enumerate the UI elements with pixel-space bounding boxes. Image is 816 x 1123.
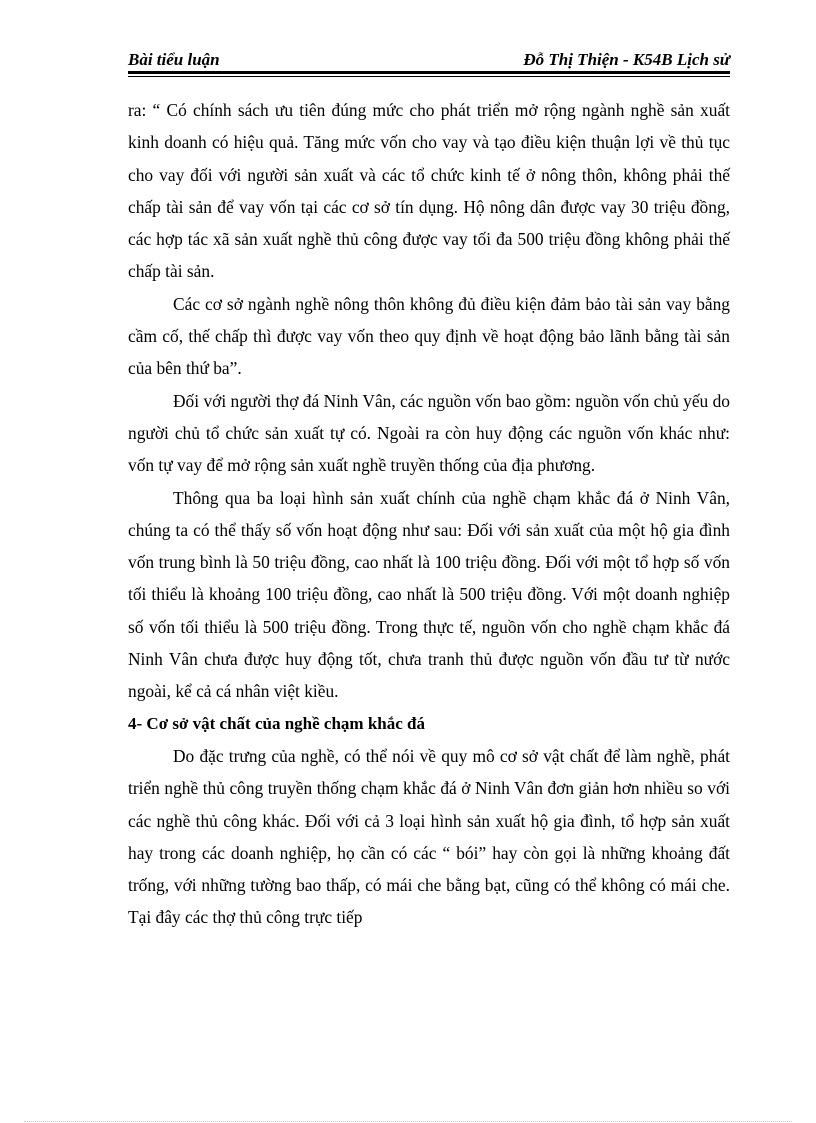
section-paragraph: Do đặc trưng của nghề, có thể nói về quy mô cơ sở vật chất để làm nghề, phát triển nghề thủ công truyền thống chạm khắc đá ở Ninh Vân đơn giản hơn nhiều so với các nghề thủ công khác. Đối với cả 3 loại hình sản xuất hộ gia đình, tổ hợp sản xuất hay trong các doanh nghiệp, họ cần có các “ bói” hay còn gọi là những khoảng đất trống, với những tường bao thấp, có mái che bằng bạt, cũng có thể không có mái che. Tại đây các thợ thủ công trực tiếp	[128, 745, 730, 928]
paragraph-1: ra: “ Có chính sách ưu tiên đúng mức cho phát triển mở rộng ngành nghề sản xuất kinh doanh có hiệu quả. Tăng mức vốn cho vay và tạo điều kiện thuận lợi về thủ tục cho vay đối với người sản xuất và các tổ chức kinh tế ở nông thôn, không phải thế chấp tài sản để vay vốn tại các cơ sở tín dụng. Hộ nông dân được vay 30 triệu đồng, các hợp tác xã sản xuất nghề thủ công được vay tối đa 500 triệu đồng không phải thế chấp tài sản.	[128, 100, 730, 282]
section-heading: 4- Cơ sở vật chất của nghề chạm khắc đá	[128, 713, 425, 733]
paragraph-3: Đối với người thợ đá Ninh Vân, các nguồn vốn bao gồm: nguồn vốn chủ yếu do người chủ tổ chức sản xuất tự có. Ngoài ra còn huy động các nguồn vốn khác như: vốn tự vay để mở rộng sản xuất nghề truyền thống của địa phương.	[128, 390, 730, 476]
header-rule-thick	[128, 71, 730, 74]
header-author: Đỗ Thị Thiện - K54B Lịch sử	[523, 50, 730, 69]
paragraph-4: Thông qua ba loại hình sản xuất chính của nghề chạm khắc đá ở Ninh Vân, chúng ta có thể thấy số vốn hoạt động như sau: Đối với sản xuất của một hộ gia đình vốn trung bình là 50 triệu đồng, cao nhất là 100 triệu đồng. Đối với một tổ hợp số vốn tối thiểu là khoảng 100 triệu đồng, cao nhất là 500 triệu đồng. Với một doanh nghiệp số vốn tối thiểu là 500 triệu đồng. Trong thực tế, nguồn vốn cho nghề chạm khắc đá Ninh Vân chưa được huy động tốt, chưa tranh thủ được nguồn vốn đầu tư từ nước ngoài, kể cả cá nhân việt kiều.	[128, 487, 730, 702]
page-header	[128, 50, 730, 70]
page-bottom-border	[24, 1121, 792, 1122]
header-title: Bài tiểu luận	[128, 50, 220, 69]
header-rule-thin	[128, 76, 730, 77]
paragraph-2: Các cơ sở ngành nghề nông thôn không đủ điều kiện đảm bảo tài sản vay bằng cầm cố, thế chấp thì được vay vốn theo quy định về hoạt động bảo lãnh bằng tài sản của bên thứ ba”.	[128, 293, 730, 379]
page-body	[128, 94, 730, 934]
